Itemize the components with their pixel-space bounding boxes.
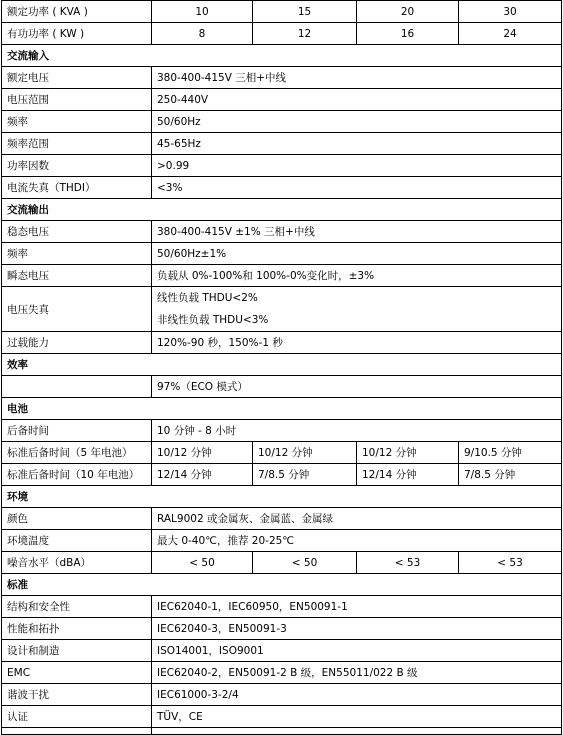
row-value: 50/60Hz±1% (152, 243, 562, 265)
active-power-value: 8 (152, 23, 253, 45)
row-value (152, 287, 562, 332)
row-value: IEC62040-3，EN50091-3 (152, 618, 562, 640)
row-value: < 53 (459, 552, 562, 574)
table-row (2, 155, 562, 177)
table-row (2, 618, 562, 640)
rated-power-value: 30 (459, 1, 562, 23)
row-value: 负载从 0%-100%和 100%-0%变化时，±3% (152, 265, 562, 287)
row-value: >0.99 (152, 155, 562, 177)
row-value: 250-440V (152, 89, 562, 111)
active-power-label: 有功功率 ( KW ) (2, 23, 152, 45)
table-row (2, 662, 562, 684)
row-value: 120%-90 秒，150%-1 秒 (152, 332, 562, 354)
section-title: 环境 (2, 486, 562, 508)
row-value: 9/10.5 分钟 (459, 442, 562, 464)
row-label: 额定电压 (2, 67, 152, 89)
rated-power-label: 额定功率 ( KVA ) (2, 1, 152, 23)
row-value: 10/12 分钟 (152, 442, 253, 464)
row-value: 7/8.5 分钟 (459, 464, 562, 486)
row-value: 50/60Hz (152, 111, 562, 133)
section-title: 效率 (2, 354, 562, 376)
table-row (2, 221, 562, 243)
row-label: 电流失真（THDI） (2, 177, 152, 199)
table-row (2, 133, 562, 155)
table-row (2, 177, 562, 199)
table-row (2, 23, 562, 45)
row-value: < 50 (152, 552, 253, 574)
row-label: 后备时间 (2, 420, 152, 442)
row-value: 7/8.5 分钟 (253, 464, 357, 486)
rated-power-value: 20 (357, 1, 459, 23)
table-row (2, 596, 562, 618)
row-value: <3% (152, 177, 562, 199)
row-label: EMC (2, 662, 152, 684)
section-title: 标准 (2, 574, 562, 596)
row-label: 环境温度 (2, 530, 152, 552)
table-row (2, 442, 562, 464)
section-header-standards (2, 574, 562, 596)
section-header-ac-input (2, 45, 562, 67)
table-row (2, 464, 562, 486)
table-row (2, 684, 562, 706)
table-row (2, 1, 562, 23)
active-power-value: 24 (459, 23, 562, 45)
row-value: < 53 (357, 552, 459, 574)
section-title: 交流输出 (2, 199, 562, 221)
table-row (2, 640, 562, 662)
rated-power-value: 15 (253, 1, 357, 23)
row-label: 瞬态电压 (2, 265, 152, 287)
row-value: 380-400-415V ±1% 三相+中线 (152, 221, 562, 243)
ups-spec-table (1, 0, 562, 735)
row-label: 设计和制造 (2, 640, 152, 662)
distortion-linear: 线性负载 THDU<2% (157, 292, 258, 304)
empty-cell (152, 728, 562, 735)
table-row (2, 287, 562, 332)
row-label: 功率因数 (2, 155, 152, 177)
table-row (2, 376, 562, 398)
table-row (2, 420, 562, 442)
row-value: 10/12 分钟 (357, 442, 459, 464)
table-row (2, 552, 562, 574)
row-label: 噪音水平（dBA） (2, 552, 152, 574)
table-row (2, 89, 562, 111)
row-value: 380-400-415V 三相+中线 (152, 67, 562, 89)
table-row (2, 706, 562, 728)
section-title: 电池 (2, 398, 562, 420)
row-label: 电压失真 (2, 287, 152, 332)
row-value: 最大 0-40℃，推荐 20-25℃ (152, 530, 562, 552)
empty-cell (2, 728, 152, 735)
row-label: 标准后备时间（5 年电池） (2, 442, 152, 464)
row-value: 12/14 分钟 (152, 464, 253, 486)
row-label (2, 376, 152, 398)
row-label: 稳态电压 (2, 221, 152, 243)
table-row (2, 728, 562, 735)
active-power-value: 16 (357, 23, 459, 45)
row-value: 45-65Hz (152, 133, 562, 155)
section-header-battery (2, 398, 562, 420)
row-value: ISO14001，ISO9001 (152, 640, 562, 662)
section-header-efficiency (2, 354, 562, 376)
row-value: RAL9002 或金属灰、金属蓝、金属绿 (152, 508, 562, 530)
row-value: 10/12 分钟 (253, 442, 357, 464)
row-label: 标准后备时间（10 年电池） (2, 464, 152, 486)
rated-power-value: 10 (152, 1, 253, 23)
row-value: 97%（ECO 模式） (152, 376, 562, 398)
row-label: 结构和安全性 (2, 596, 152, 618)
active-power-value: 12 (253, 23, 357, 45)
section-header-ac-output (2, 199, 562, 221)
table-row (2, 508, 562, 530)
row-value: 12/14 分钟 (357, 464, 459, 486)
row-value: IEC62040-1，IEC60950，EN50091-1 (152, 596, 562, 618)
row-label: 过载能力 (2, 332, 152, 354)
row-value: 10 分钟 - 8 小时 (152, 420, 562, 442)
table-row (2, 111, 562, 133)
row-label: 谐波干扰 (2, 684, 152, 706)
table-row (2, 67, 562, 89)
row-label: 颜色 (2, 508, 152, 530)
row-label: 频率 (2, 243, 152, 265)
row-value: IEC62040-2，EN50091-2 B 级，EN55011/022 B 级 (152, 662, 562, 684)
distortion-nonlinear: 非线性负载 THDU<3% (157, 314, 269, 326)
section-title: 交流输入 (2, 45, 562, 67)
table-row (2, 243, 562, 265)
row-label: 电压范围 (2, 89, 152, 111)
table-row (2, 332, 562, 354)
row-value: TÜV，CE (152, 706, 562, 728)
row-label: 认证 (2, 706, 152, 728)
section-header-environment (2, 486, 562, 508)
row-value: IEC61000-3-2/4 (152, 684, 562, 706)
table-row (2, 265, 562, 287)
row-value: < 50 (253, 552, 357, 574)
table-row (2, 530, 562, 552)
row-label: 频率范围 (2, 133, 152, 155)
row-label: 频率 (2, 111, 152, 133)
row-label: 性能和拓扑 (2, 618, 152, 640)
